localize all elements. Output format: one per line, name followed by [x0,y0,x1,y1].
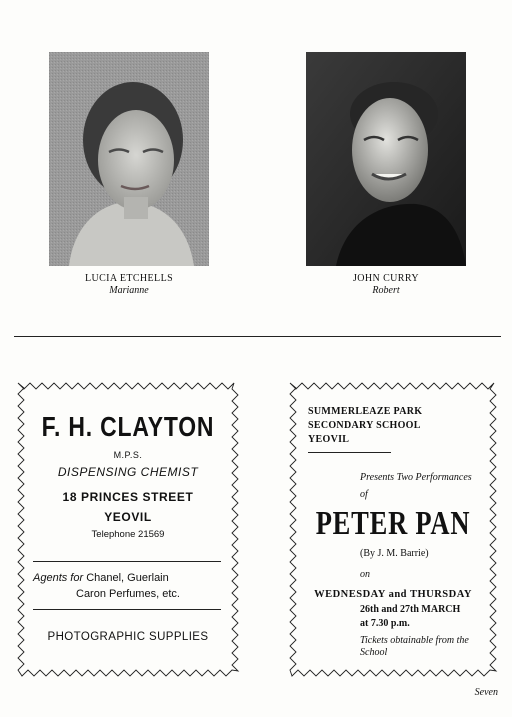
on-text: on [360,569,370,580]
page-number: Seven [474,687,498,698]
supplies: PHOTOGRAPHIC SUPPLIES [47,631,209,643]
actor-name: LUCIA ETCHELLS [84,273,174,284]
of-text: of [360,489,368,500]
character-role: Marianne [109,285,149,296]
school-name-line-1: SUMMERLEAZE PARK [308,406,423,417]
section-divider [14,336,501,337]
presents-text: Presents Two Performances [360,472,472,483]
agents-prefix: Agents for [33,572,84,584]
rule [33,561,221,562]
tickets-info-line-1: Tickets obtainable from the [360,635,469,646]
character-role: Robert [372,285,400,296]
agents-line-2: Caron Perfumes, etc. [76,588,180,600]
tickets-info-line-2: School [360,647,388,658]
rule [33,609,221,610]
rule [308,452,391,453]
performance-dates: 26th and 27th MARCH [360,604,461,615]
qualification: M.P.S. [113,450,143,460]
performance-days: WEDNESDAY and THURSDAY [314,589,472,600]
telephone: Telephone 21569 [91,529,165,540]
school-name-line-2: SECONDARY SCHOOL [308,420,421,431]
portrait-photo-john-curry [306,52,466,266]
portrait-caption-right [296,273,476,297]
agents-brands: Chanel, Guerlain [83,572,169,584]
clayton-advertisement [14,379,242,680]
street-address: 18 PRINCES STREET [62,490,194,504]
play-author: (By J. M. Barrie) [360,548,429,559]
agents-line-1 [33,572,169,584]
portrait-photo-lucia-etchells [49,52,209,266]
school-town: YEOVIL [308,434,350,445]
play-title: PETER PAN [315,505,471,542]
town: YEOVIL [104,510,152,524]
peter-pan-advertisement [286,379,500,680]
trade: DISPENSING CHEMIST [57,465,199,479]
performance-time: at 7.30 p.m. [360,618,410,629]
business-name: F. H. CLAYTON [41,411,215,442]
portrait-caption-left [39,273,219,297]
actor-name: JOHN CURRY [353,273,419,284]
